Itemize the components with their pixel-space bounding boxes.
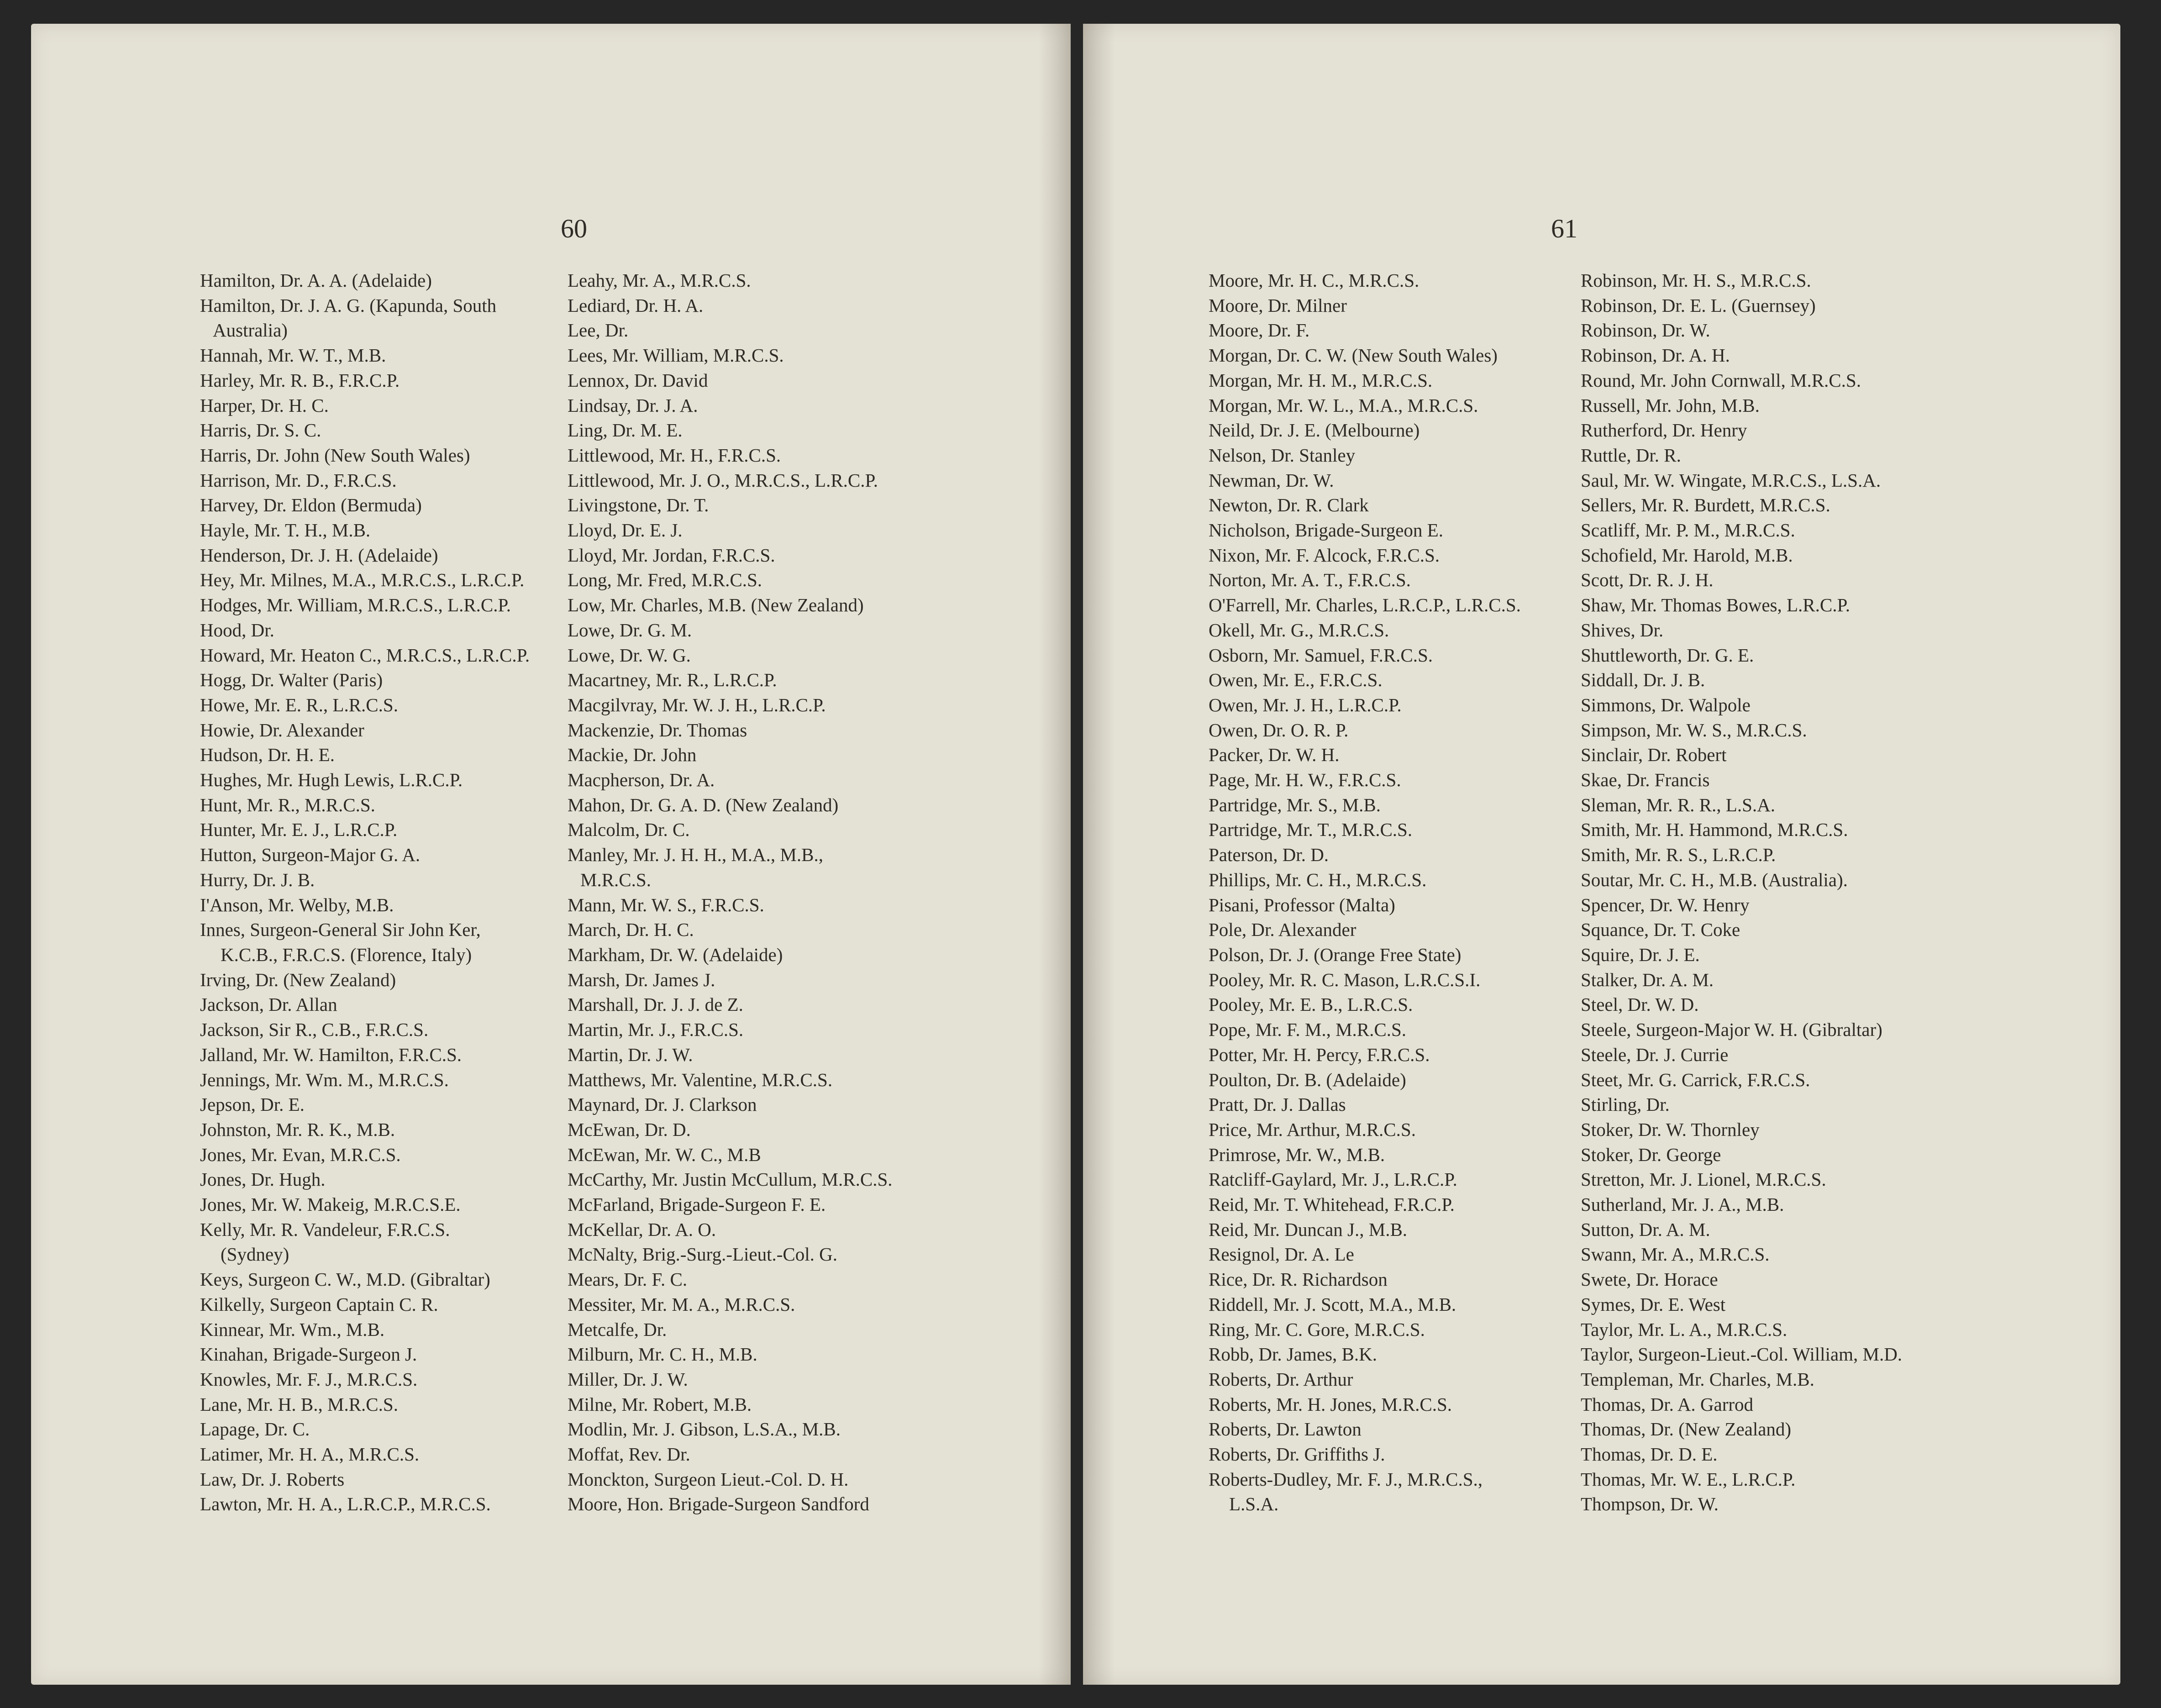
directory-entry: Shives, Dr. (1581, 619, 1664, 641)
directory-entry: Russell, Mr. John, M.B. (1581, 394, 1760, 416)
directory-entry: Latimer, Mr. H. A., M.R.C.S. (200, 1444, 420, 1465)
directory-entry: Jepson, Dr. E. (200, 1094, 305, 1115)
directory-entry: Innes, Surgeon-General Sir John Ker, (200, 919, 481, 941)
directory-entry: Sutherland, Mr. J. A., M.B. (1581, 1194, 1784, 1215)
directory-entry: Pooley, Mr. E. B., L.R.C.S. (1209, 994, 1413, 1015)
directory-entry: McCarthy, Mr. Justin McCullum, M.R.C.S. (568, 1169, 893, 1190)
directory-entry: Pisani, Professor (Malta) (1209, 894, 1395, 915)
directory-entry: Partridge, Mr. S., M.B. (1209, 794, 1381, 815)
directory-entry: Lawton, Mr. H. A., L.R.C.P., M.R.C.S. (200, 1493, 491, 1515)
directory-entry: Partridge, Mr. T., M.R.C.S. (1209, 819, 1413, 841)
directory-entry: Jackson, Dr. Allan (200, 994, 337, 1015)
directory-entry: Skae, Dr. Francis (1581, 769, 1710, 791)
directory-entry: Moore, Dr. Milner (1209, 294, 1347, 316)
directory-entry: Lloyd, Mr. Jordan, F.R.C.S. (568, 544, 775, 566)
directory-entry: Robinson, Dr. E. L. (Guernsey) (1581, 294, 1816, 316)
directory-entry: Thomas, Dr. A. Garrod (1581, 1393, 1754, 1415)
directory-entry: Macartney, Mr. R., L.R.C.P. (568, 669, 777, 691)
directory-entry: Steel, Dr. W. D. (1581, 994, 1699, 1015)
directory-entry: Norton, Mr. A. T., F.R.C.S. (1209, 569, 1411, 591)
directory-entry: Jones, Mr. Evan, M.R.C.S. (200, 1144, 401, 1165)
directory-entry: L.S.A. (1229, 1493, 1279, 1515)
directory-entry: Hogg, Dr. Walter (Paris) (200, 669, 383, 691)
directory-entry: K.C.B., F.R.C.S. (Florence, Italy) (221, 944, 472, 965)
directory-entry: Roberts, Dr. Griffiths J. (1209, 1444, 1385, 1465)
directory-entry: Hutton, Surgeon-Major G. A. (200, 844, 421, 866)
directory-entry: Kilkelly, Surgeon Captain C. R. (200, 1293, 438, 1315)
directory-entry: Mackie, Dr. John (568, 744, 697, 766)
directory-entry: I'Anson, Mr. Welby, M.B. (200, 894, 394, 915)
directory-entry: McNalty, Brig.-Surg.-Lieut.-Col. G. (568, 1244, 838, 1265)
directory-entry: Hughes, Mr. Hugh Lewis, L.R.C.P. (200, 769, 463, 791)
directory-entry: Taylor, Surgeon-Lieut.-Col. William, M.D. (1581, 1344, 1903, 1365)
directory-entry: Scatliff, Mr. P. M., M.R.C.S. (1581, 520, 1795, 541)
directory-entry: Mahon, Dr. G. A. D. (New Zealand) (568, 794, 839, 815)
directory-entry: Squance, Dr. T. Coke (1581, 919, 1740, 941)
directory-entry: Morgan, Dr. C. W. (New South Wales) (1209, 345, 1498, 366)
directory-entry: Packer, Dr. W. H. (1209, 744, 1340, 766)
directory-entry: Knowles, Mr. F. J., M.R.C.S. (200, 1368, 418, 1390)
directory-entry: Henderson, Dr. J. H. (Adelaide) (200, 544, 438, 566)
directory-entry: Steele, Surgeon-Major W. H. (Gibraltar) (1581, 1019, 1882, 1041)
directory-entry: Potter, Mr. H. Percy, F.R.C.S. (1209, 1044, 1430, 1065)
directory-entry: Riddell, Mr. J. Scott, M.A., M.B. (1209, 1293, 1456, 1315)
directory-entry: Soutar, Mr. C. H., M.B. (Australia). (1581, 869, 1848, 890)
directory-entry: Lees, Mr. William, M.R.C.S. (568, 345, 784, 366)
directory-entry: Steet, Mr. G. Carrick, F.R.C.S. (1581, 1069, 1810, 1090)
directory-entry: Matthews, Mr. Valentine, M.R.C.S. (568, 1069, 833, 1090)
directory-entry: Lowe, Dr. G. M. (568, 619, 692, 641)
directory-entry: Primrose, Mr. W., M.B. (1209, 1144, 1385, 1165)
directory-entry: Ratcliff-Gaylard, Mr. J., L.R.C.P. (1209, 1169, 1457, 1190)
directory-entry: Saul, Mr. W. Wingate, M.R.C.S., L.S.A. (1581, 469, 1881, 491)
directory-entry: Pratt, Dr. J. Dallas (1209, 1094, 1346, 1115)
directory-entry: Robinson, Mr. H. S., M.R.C.S. (1581, 270, 1811, 291)
directory-entry: Miller, Dr. J. W. (568, 1368, 688, 1390)
directory-entry: Marsh, Dr. James J. (568, 969, 715, 990)
directory-entry: Hunt, Mr. R., M.R.C.S. (200, 794, 375, 815)
directory-entry: Morgan, Mr. W. L., M.A., M.R.C.S. (1209, 394, 1478, 416)
directory-entry: Hurry, Dr. J. B. (200, 869, 315, 890)
directory-entry: Shuttleworth, Dr. G. E. (1581, 644, 1754, 666)
directory-entry: Johnston, Mr. R. K., M.B. (200, 1119, 395, 1140)
directory-entry: Robb, Dr. James, B.K. (1209, 1344, 1377, 1365)
directory-entry: Rutherford, Dr. Henry (1581, 420, 1747, 441)
directory-entry: Markham, Dr. W. (Adelaide) (568, 944, 783, 965)
directory-entry: Littlewood, Mr. H., F.R.C.S. (568, 444, 781, 466)
directory-entry: Harley, Mr. R. B., F.R.C.P. (200, 369, 400, 391)
directory-entry: Swete, Dr. Horace (1581, 1269, 1718, 1290)
directory-entry: Scott, Dr. R. J. H. (1581, 569, 1714, 591)
directory-entry: Nelson, Dr. Stanley (1209, 444, 1356, 466)
directory-entry: Hood, Dr. (200, 619, 274, 641)
directory-entry: Round, Mr. John Cornwall, M.R.C.S. (1581, 369, 1861, 391)
directory-entry: Resignol, Dr. A. Le (1209, 1244, 1354, 1265)
directory-entry: McKellar, Dr. A. O. (568, 1219, 716, 1240)
directory-entry: Siddall, Dr. J. B. (1581, 669, 1705, 691)
directory-entry: Jennings, Mr. Wm. M., M.R.C.S. (200, 1069, 449, 1090)
directory-entry: Smith, Mr. H. Hammond, M.R.C.S. (1581, 819, 1848, 841)
directory-entry: Howe, Mr. E. R., L.R.C.S. (200, 694, 398, 715)
directory-entry: Moore, Hon. Brigade-Surgeon Sandford (568, 1493, 869, 1515)
directory-entry: Ring, Mr. C. Gore, M.R.C.S. (1209, 1319, 1425, 1340)
directory-entry: Rice, Dr. R. Richardson (1209, 1269, 1388, 1290)
directory-entry: Harper, Dr. H. C. (200, 394, 329, 416)
directory-entry: Hey, Mr. Milnes, M.A., M.R.C.S., L.R.C.P. (200, 569, 525, 591)
directory-entry: Pole, Dr. Alexander (1209, 919, 1357, 941)
directory-entry: Lowe, Dr. W. G. (568, 644, 691, 666)
directory-entry: Spencer, Dr. W. Henry (1581, 894, 1750, 915)
directory-entry: Maynard, Dr. J. Clarkson (568, 1094, 757, 1115)
directory-entry: Stalker, Dr. A. M. (1581, 969, 1714, 990)
directory-entry: Stoker, Dr. George (1581, 1144, 1721, 1165)
directory-entry: Lane, Mr. H. B., M.R.C.S. (200, 1393, 398, 1415)
directory-entry: March, Dr. H. C. (568, 919, 694, 941)
directory-entry: Shaw, Mr. Thomas Bowes, L.R.C.P. (1581, 594, 1850, 616)
directory-entry: Newton, Dr. R. Clark (1209, 494, 1369, 516)
directory-entry: Lee, Dr. (568, 320, 629, 341)
left-page (31, 24, 1071, 1685)
directory-entry: Reid, Mr. Duncan J., M.B. (1209, 1219, 1408, 1240)
directory-entry: Hunter, Mr. E. J., L.R.C.P. (200, 819, 398, 841)
directory-entry: Harris, Dr. John (New South Wales) (200, 444, 470, 466)
directory-entry: Hodges, Mr. William, M.R.C.S., L.R.C.P. (200, 594, 511, 616)
directory-entry: Moore, Mr. H. C., M.R.C.S. (1209, 270, 1420, 291)
directory-entry: Roberts, Dr. Arthur (1209, 1368, 1353, 1390)
directory-entry: Jackson, Sir R., C.B., F.R.C.S. (200, 1019, 429, 1041)
directory-entry: Moffat, Rev. Dr. (568, 1444, 690, 1465)
directory-entry: Mackenzie, Dr. Thomas (568, 719, 747, 741)
directory-entry: (Sydney) (221, 1244, 289, 1265)
directory-entry: Roberts, Dr. Lawton (1209, 1419, 1362, 1440)
directory-entry: Stoker, Dr. W. Thornley (1581, 1119, 1760, 1140)
directory-entry: Paterson, Dr. D. (1209, 844, 1329, 866)
directory-entry: McEwan, Mr. W. C., M.B (568, 1144, 761, 1165)
directory-entry: Hayle, Mr. T. H., M.B. (200, 520, 371, 541)
page-number: 60 (561, 214, 587, 243)
name-column (1209, 268, 1521, 1517)
directory-entry: McEwan, Dr. D. (568, 1119, 691, 1140)
directory-entry: Malcolm, Dr. C. (568, 819, 690, 841)
directory-entry: Neild, Dr. J. E. (Melbourne) (1209, 420, 1420, 441)
directory-entry: Hamilton, Dr. A. A. (Adelaide) (200, 270, 432, 291)
directory-entry: Kinnear, Mr. Wm., M.B. (200, 1319, 385, 1340)
directory-entry: Schofield, Mr. Harold, M.B. (1581, 544, 1793, 566)
directory-entry: Moore, Dr. F. (1209, 320, 1310, 341)
directory-entry: Taylor, Mr. L. A., M.R.C.S. (1581, 1319, 1788, 1340)
directory-entry: Swann, Mr. A., M.R.C.S. (1581, 1244, 1770, 1265)
directory-entry: Morgan, Mr. H. M., M.R.C.S. (1209, 369, 1433, 391)
directory-entry: Owen, Dr. O. R. P. (1209, 719, 1349, 741)
directory-entry: Nixon, Mr. F. Alcock, F.R.C.S. (1209, 544, 1440, 566)
directory-entry: Simmons, Dr. Walpole (1581, 694, 1751, 715)
directory-entry: Templeman, Mr. Charles, M.B. (1581, 1368, 1814, 1390)
directory-entry: Lindsay, Dr. J. A. (568, 394, 698, 416)
directory-entry: Ruttle, Dr. R. (1581, 444, 1681, 466)
directory-entry: Page, Mr. H. W., F.R.C.S. (1209, 769, 1401, 791)
name-column (1581, 268, 1902, 1517)
directory-entry: Messiter, Mr. M. A., M.R.C.S. (568, 1293, 795, 1315)
directory-entry: Smith, Mr. R. S., L.R.C.P. (1581, 844, 1776, 866)
directory-entry: Littlewood, Mr. J. O., M.R.C.S., L.R.C.P. (568, 469, 878, 491)
directory-entry: Mann, Mr. W. S., F.R.C.S. (568, 894, 764, 915)
directory-entry: Jalland, Mr. W. Hamilton, F.R.C.S. (200, 1044, 462, 1065)
directory-entry: Long, Mr. Fred, M.R.C.S. (568, 569, 762, 591)
directory-entry: Law, Dr. J. Roberts (200, 1468, 345, 1490)
directory-entry: Thomas, Dr. (New Zealand) (1581, 1419, 1792, 1440)
gutter-shadow (1083, 24, 1115, 1685)
directory-entry: Macgilvray, Mr. W. J. H., L.R.C.P. (568, 694, 826, 715)
directory-entry: Stretton, Mr. J. Lionel, M.R.C.S. (1581, 1169, 1826, 1190)
directory-entry: Reid, Mr. T. Whitehead, F.R.C.P. (1209, 1194, 1455, 1215)
directory-entry: Lloyd, Dr. E. J. (568, 520, 683, 541)
directory-entry: Kinahan, Brigade-Surgeon J. (200, 1344, 417, 1365)
directory-entry: Poulton, Dr. B. (Adelaide) (1209, 1069, 1406, 1090)
directory-entry: Harris, Dr. S. C. (200, 420, 321, 441)
directory-entry: Lennox, Dr. David (568, 369, 708, 391)
directory-entry: Howard, Mr. Heaton C., M.R.C.S., L.R.C.P. (200, 644, 530, 666)
directory-entry: Howie, Dr. Alexander (200, 719, 364, 741)
directory-entry: Lapage, Dr. C. (200, 1419, 310, 1440)
directory-entry: Symes, Dr. E. West (1581, 1293, 1726, 1315)
directory-entry: Nicholson, Brigade-Surgeon E. (1209, 520, 1443, 541)
directory-entry: Thompson, Dr. W. (1581, 1493, 1719, 1515)
directory-entry: Hamilton, Dr. J. A. G. (Kapunda, South (200, 294, 497, 316)
directory-entry: Pope, Mr. F. M., M.R.C.S. (1209, 1019, 1407, 1041)
directory-entry: Marshall, Dr. J. J. de Z. (568, 994, 743, 1015)
directory-entry: Owen, Mr. E., F.R.C.S. (1209, 669, 1383, 691)
directory-entry: O'Farrell, Mr. Charles, L.R.C.P., L.R.C.S. (1209, 594, 1521, 616)
directory-entry: Roberts, Mr. H. Jones, M.R.C.S. (1209, 1393, 1452, 1415)
directory-entry: Metcalfe, Dr. (568, 1319, 667, 1340)
directory-entry: Robinson, Dr. A. H. (1581, 345, 1730, 366)
directory-entry: Macpherson, Dr. A. (568, 769, 715, 791)
directory-entry: Harvey, Dr. Eldon (Bermuda) (200, 494, 422, 516)
directory-entry: Australia) (213, 320, 288, 341)
directory-entry: Price, Mr. Arthur, M.R.C.S. (1209, 1119, 1416, 1140)
directory-entry: Newman, Dr. W. (1209, 469, 1334, 491)
directory-entry: Thomas, Dr. D. E. (1581, 1444, 1718, 1465)
directory-entry: M.R.C.S. (580, 869, 651, 890)
page-number: 61 (1551, 214, 1577, 243)
directory-entry: McFarland, Brigade-Surgeon F. E. (568, 1194, 826, 1215)
directory-entry: Modlin, Mr. J. Gibson, L.S.A., M.B. (568, 1419, 841, 1440)
directory-entry: Pooley, Mr. R. C. Mason, L.R.C.S.I. (1209, 969, 1481, 990)
name-column (200, 268, 530, 1517)
directory-entry: Sellers, Mr. R. Burdett, M.R.C.S. (1581, 494, 1830, 516)
directory-entry: Ling, Dr. M. E. (568, 420, 683, 441)
directory-entry: Monckton, Surgeon Lieut.-Col. D. H. (568, 1468, 849, 1490)
directory-entry: Leahy, Mr. A., M.R.C.S. (568, 270, 751, 291)
directory-entry: Sinclair, Dr. Robert (1581, 744, 1727, 766)
directory-entry: Owen, Mr. J. H., L.R.C.P. (1209, 694, 1402, 715)
directory-entry: Milburn, Mr. C. H., M.B. (568, 1344, 757, 1365)
directory-entry: Mears, Dr. F. C. (568, 1269, 688, 1290)
name-column (568, 268, 893, 1517)
directory-entry: Harrison, Mr. D., F.R.C.S. (200, 469, 397, 491)
directory-entry: Sleman, Mr. R. R., L.S.A. (1581, 794, 1775, 815)
directory-entry: Jones, Dr. Hugh. (200, 1169, 326, 1190)
directory-entry: Sutton, Dr. A. M. (1581, 1219, 1710, 1240)
directory-entry: Keys, Surgeon C. W., M.D. (Gibraltar) (200, 1269, 490, 1290)
directory-entry: Thomas, Mr. W. E., L.R.C.P. (1581, 1468, 1796, 1490)
directory-entry: Manley, Mr. J. H. H., M.A., M.B., (568, 844, 823, 866)
directory-entry: Kelly, Mr. R. Vandeleur, F.R.C.S. (200, 1219, 450, 1240)
directory-entry: Hudson, Dr. H. E. (200, 744, 335, 766)
directory-entry: Martin, Dr. J. W. (568, 1044, 693, 1065)
directory-entry: Lediard, Dr. H. A. (568, 294, 704, 316)
directory-entry: Stirling, Dr. (1581, 1094, 1670, 1115)
directory-entry: Squire, Dr. J. E. (1581, 944, 1700, 965)
gutter-shadow (1039, 24, 1071, 1685)
directory-entry: Low, Mr. Charles, M.B. (New Zealand) (568, 594, 864, 616)
directory-entry: Okell, Mr. G., M.R.C.S. (1209, 619, 1389, 641)
directory-entry: Milne, Mr. Robert, M.B. (568, 1393, 752, 1415)
directory-entry: Robinson, Dr. W. (1581, 320, 1710, 341)
directory-entry: Jones, Mr. W. Makeig, M.R.C.S.E. (200, 1194, 461, 1215)
directory-entry: Simpson, Mr. W. S., M.R.C.S. (1581, 719, 1807, 741)
directory-entry: Roberts-Dudley, Mr. F. J., M.R.C.S., (1209, 1468, 1483, 1490)
directory-entry: Hannah, Mr. W. T., M.B. (200, 345, 386, 366)
right-page (1083, 24, 2120, 1685)
directory-entry: Polson, Dr. J. (Orange Free State) (1209, 944, 1462, 965)
directory-entry: Irving, Dr. (New Zealand) (200, 969, 396, 990)
directory-entry: Steele, Dr. J. Currie (1581, 1044, 1729, 1065)
directory-entry: Martin, Mr. J., F.R.C.S. (568, 1019, 744, 1041)
directory-entry: Livingstone, Dr. T. (568, 494, 709, 516)
directory-entry: Phillips, Mr. C. H., M.R.C.S. (1209, 869, 1427, 890)
directory-entry: Osborn, Mr. Samuel, F.R.C.S. (1209, 644, 1433, 666)
